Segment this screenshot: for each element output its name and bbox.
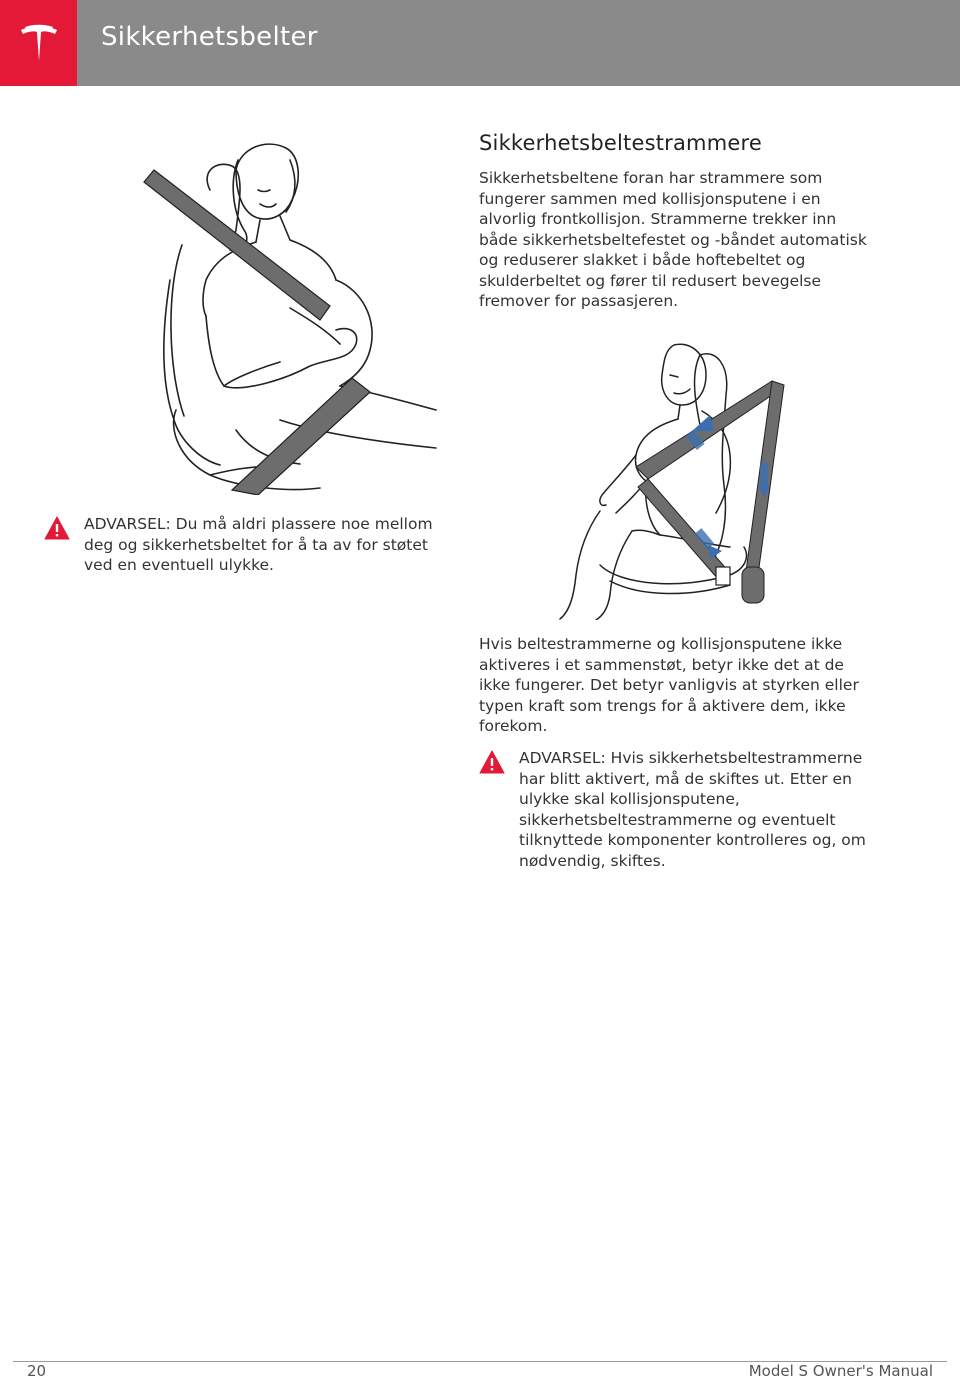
warning-left xyxy=(44,514,434,576)
pregnant-seatbelt-illustration xyxy=(140,130,440,495)
pretensioner-illustration xyxy=(540,335,790,620)
section-heading: Sikkerhetsbeltestrammere xyxy=(479,131,762,155)
paragraph-pretensioners: Sikkerhetsbeltene foran har strammere som fungerer sammen med kollisjonsputene i en alvorlig frontkollisjon. Strammerne trekker inn både sikkerhetsbeltefestet og -båndet automatisk og reduserer slakket i både hoftebeltet og skulderbeltet og fører til redusert bevegelse fremover for passasjeren. xyxy=(479,169,867,310)
tesla-logo xyxy=(0,0,77,86)
page-number: 20 xyxy=(27,1362,47,1380)
warning-text: ADVARSEL: Hvis sikkerhetsbeltestrammerne har blitt aktivert, må de skiftes ut. Etter en ulykke skal kollisjonsputene, sikkerhetsbeltestrammerne og eventuelt tilknyttede komponenter kontrolleres og, om nødvendig, skiftes. xyxy=(519,749,866,870)
warning-right xyxy=(479,748,879,871)
warning-triangle-icon xyxy=(44,516,70,540)
manual-title: Model S Owner's Manual xyxy=(748,1362,933,1380)
page-title: Sikkerhetsbelter xyxy=(101,22,318,52)
warning-text: ADVARSEL: Du må aldri plassere noe mellom deg og sikkerhetsbeltet for å ta av for støtet ved en eventuell ulykke. xyxy=(84,515,433,574)
warning-triangle-icon xyxy=(479,750,505,774)
page-header xyxy=(0,0,960,86)
paragraph-activation: Hvis beltestrammerne og kollisjonsputene ikke aktiveres i et sammenstøt, betyr ikke det at de ikke fungerer. Det betyr vanligvis at styrken eller typen kraft som trengs for å aktivere dem, ikke forekom. xyxy=(479,635,859,735)
tesla-t-icon xyxy=(17,21,61,65)
